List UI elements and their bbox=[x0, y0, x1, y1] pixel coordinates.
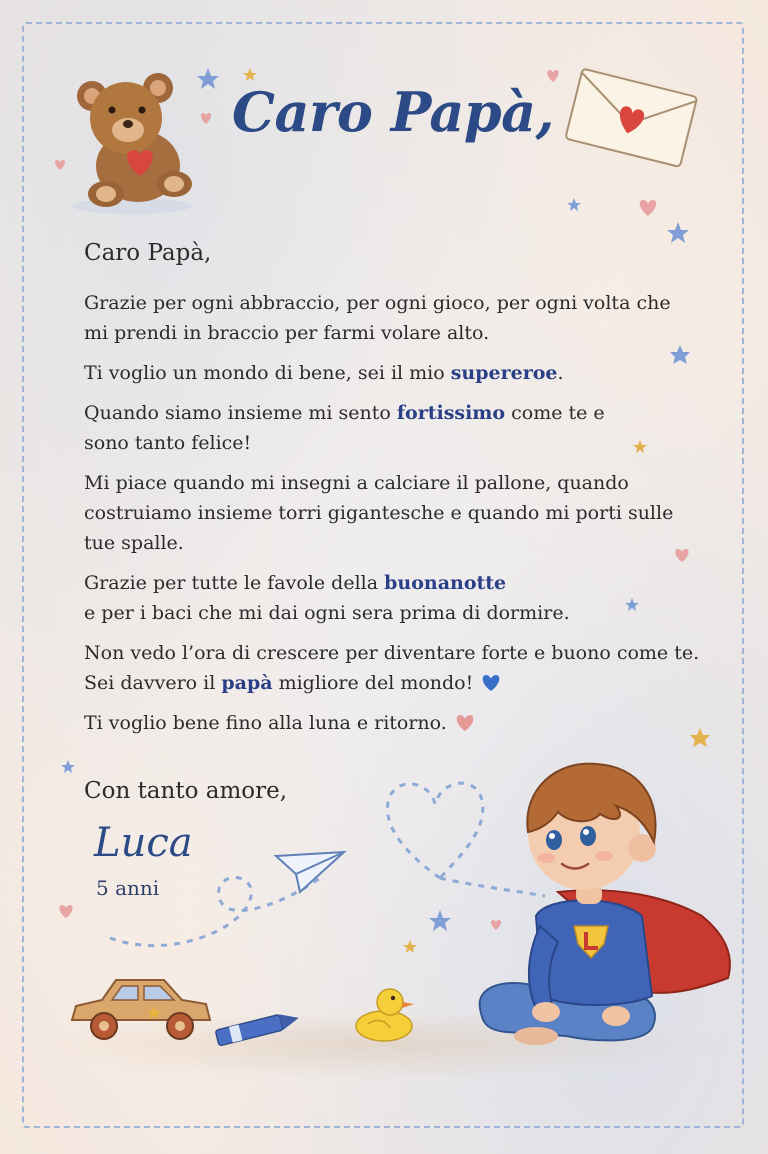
letter-body bbox=[84, 238, 724, 748]
paragraph-2: Ti voglio un mondo di bene, sei il mio supereroe. bbox=[84, 362, 564, 384]
envelope-icon bbox=[562, 64, 702, 174]
paragraph-7: Ti voglio bene fino alla luna e ritorno. bbox=[84, 708, 724, 738]
crayon-icon bbox=[210, 1008, 306, 1048]
paper-plane-icon bbox=[272, 848, 348, 896]
page-title: Caro Papà, bbox=[232, 80, 554, 144]
signature: Luca bbox=[94, 820, 193, 866]
pink-heart-icon bbox=[453, 712, 477, 732]
rubber-duck-icon bbox=[350, 982, 416, 1044]
blue-heart-icon bbox=[479, 672, 503, 692]
age-label: 5 anni bbox=[96, 876, 160, 900]
boy-superhero-illustration bbox=[466, 746, 742, 1056]
paragraph-3: Quando siamo insieme mi sento fortissimo come te e sono tanto felice! bbox=[84, 402, 605, 454]
paragraph-1: Grazie per ogni abbraccio, per ogni gioco, per ogni volta che mi prendi in braccio per farmi volare alto. bbox=[84, 292, 671, 344]
paragraph-5: Grazie per tutte le favole della buonanotte e per i baci che mi dai ogni sera prima di dormire. bbox=[84, 572, 570, 624]
closing: Con tanto amore, bbox=[84, 778, 288, 804]
greeting: Caro Papà, bbox=[84, 240, 212, 266]
paragraph-4: Mi piace quando mi insegni a calciare il pallone, quando costruiamo insieme torri gigantesche e quando mi porti sulle tue spalle. bbox=[84, 472, 674, 554]
toy-car-icon bbox=[64, 970, 216, 1046]
paragraph-6: Non vedo l’ora di crescere per diventare forte e buono come te. Sei davvero il papà migliore del mondo! bbox=[84, 642, 700, 694]
